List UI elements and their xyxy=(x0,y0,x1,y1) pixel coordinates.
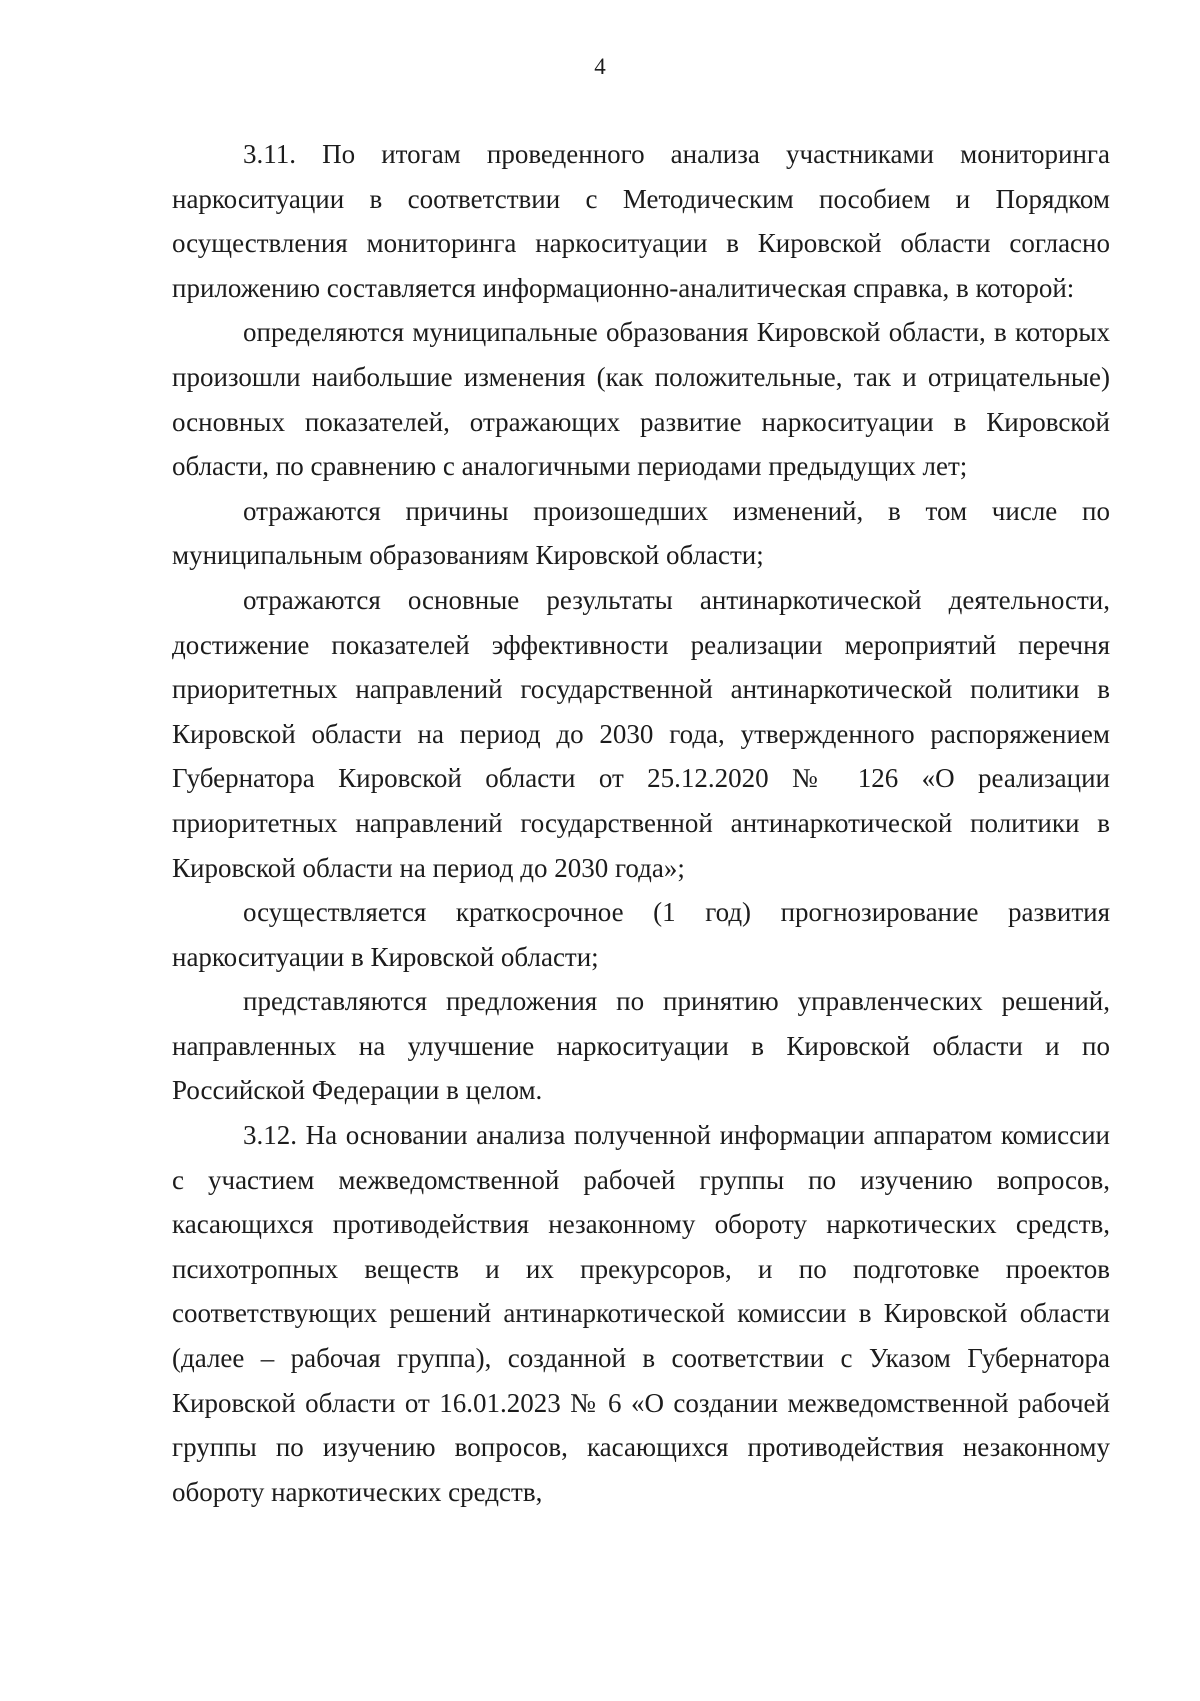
paragraph-proposals: представляются предложения по принятию управленческих решений, направленных на улучшение наркоситуации в Кировской области и по Российской Федерации в целом. xyxy=(172,986,1110,1106)
paragraph-3-12: 3.12. На основании анализа полученной информации аппаратом комиссии с участием межведомственной рабочей группы по изучению вопросов, касающихся противодействия незаконному обороту наркотических средств, психотропных веществ и их прекурсоров, и по подготовке проектов соответствующих решений антинаркотической комиссии в Кировской области (далее – рабочая группа), созданной в соответствии с Указом Губернатора Кировской области от 16.01.2023 № 6 «О создании межведомственной рабочей группы по изучению вопросов, касающихся противодействия незаконному обороту наркотических средств, xyxy=(172,1120,1110,1507)
paragraph-3-11: 3.11. По итогам проведенного анализа участниками мониторинга наркоситуации в соответствии с Методическим пособием и Порядком осуществления мониторинга наркоситуации в Кировской области согласно приложению составляется информационно-аналитическая справка, в которой: xyxy=(172,139,1110,303)
paragraph-results: отражаются основные результаты антинаркотической деятельности, достижение показателей эффективности реализации мероприятий перечня приоритетных направлений государственной антинаркотической политики в Кировской области на период до 2030 года, утвержденного распоряжением Губернатора Кировской области от 25.12.2020 № 126 «О реализации приоритетных направлений государственной антинаркотической политики в Кировской области на период до 2030 года»; xyxy=(172,584,1110,883)
page-number: 4 xyxy=(594,54,606,79)
paragraph-reasons: отражаются причины произошедших изменений, в том числе по муниципальным образованиям Кировской области; xyxy=(172,495,1110,571)
paragraph-municipalities: определяются муниципальные образования Кировской области, в которых произошли наибольшие изменения (как положительные, так и отрицательные) основных показателей, отражающих развитие наркоситуации в Кировской области, по сравнению с аналогичными периодами предыдущих лет; xyxy=(172,317,1110,482)
paragraph-forecast: осуществляется краткосрочное (1 год) прогнозирование развития наркоситуации в Кировской области; xyxy=(172,897,1110,972)
document-body xyxy=(172,132,1110,1514)
